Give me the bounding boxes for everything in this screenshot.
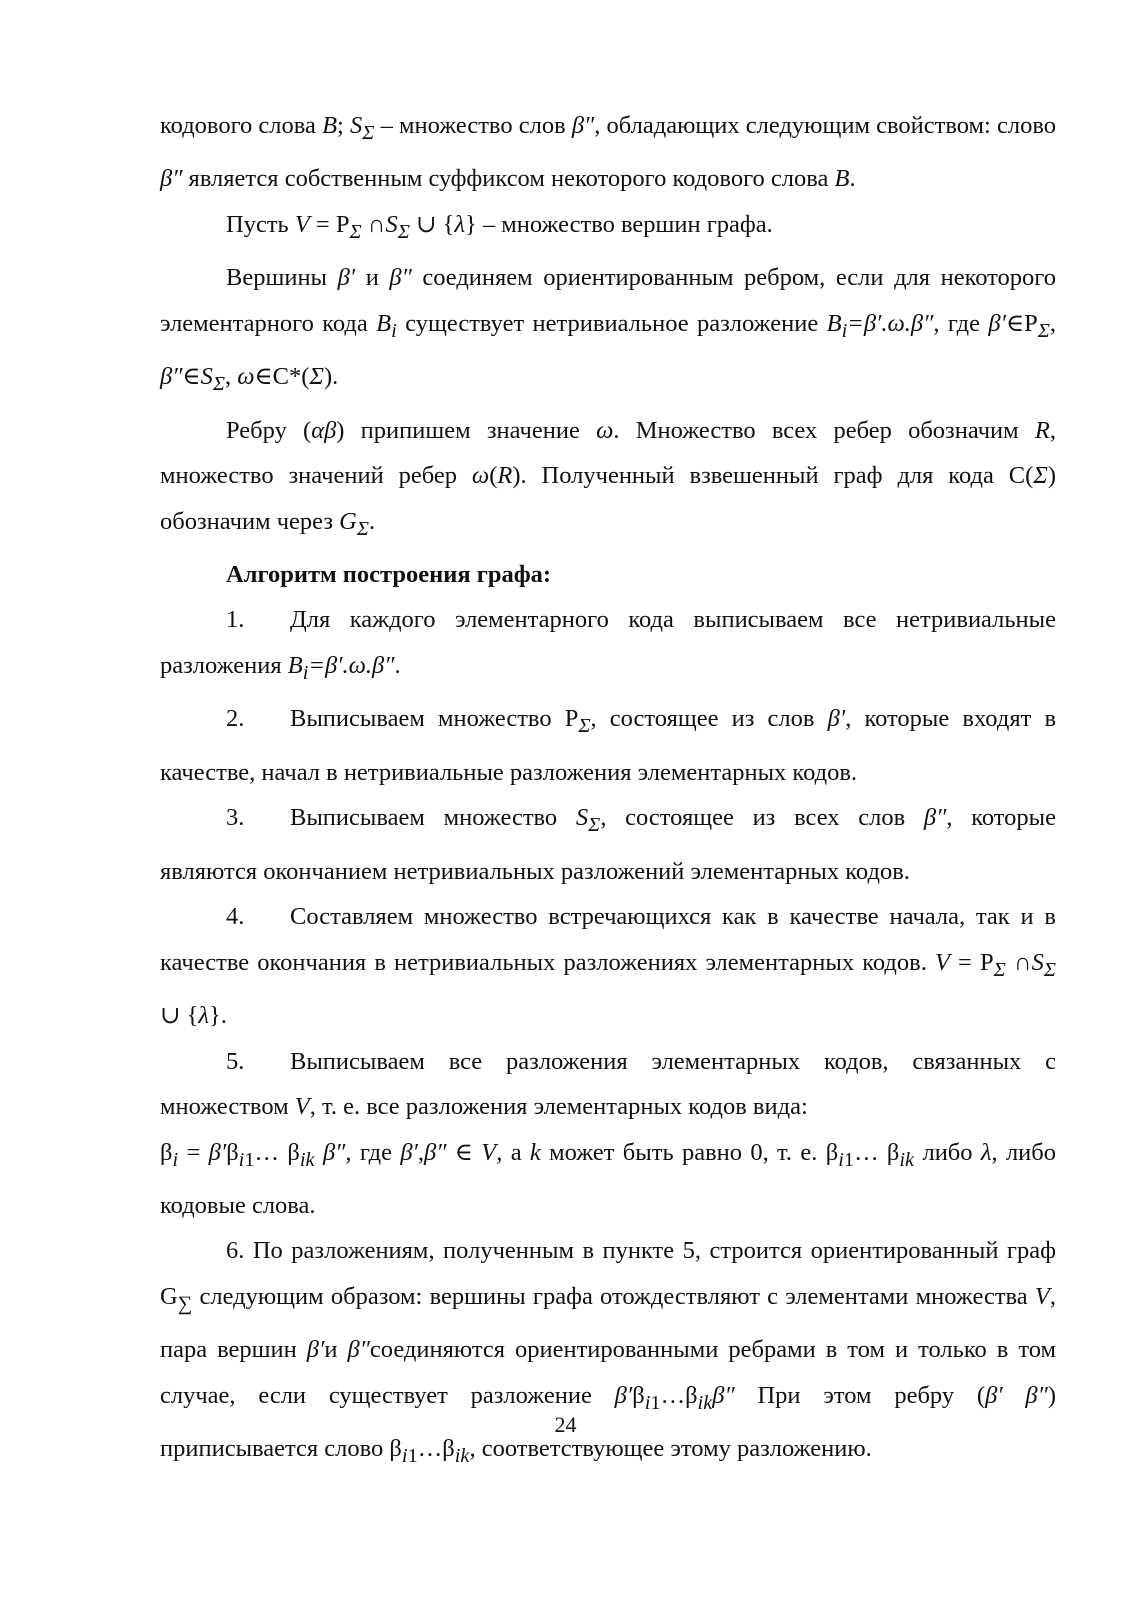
- list-number: 5.: [226, 1047, 245, 1075]
- list-item: 4. Составляем множество встречающихся как в качестве начала, так и в качестве окончания в нетривиальных разложениях элементарных кодов. $V = P_\Sigma$ $\cap S_\Sigma$ ∪ {λ}.: [160, 894, 1056, 1038]
- page-body: [160, 103, 1056, 1480]
- paragraph: 6. По разложениям, полученным в пункте 5, строится ориентированный граф $G_\sum$ следующим образом: вершины графа отождествляют с элементами множества V, пара вершин β′и β″соединяются ориентированными ребрами в том и только в том случае, если существует разложение $\beta'\beta_{i1}\dots\beta_{ik}\beta''$ При этом ребру (β′ β″) приписывается слово $\beta_{i1}\dots\beta_{ik}$, соответствующее этому разложению.: [160, 1237, 1057, 1468]
- page-number: 24: [554, 1412, 577, 1437]
- list-item: 2. Выписываем множество $P_\Sigma$, состоящее из слов β′, которые входят в качестве, начал в нетривиальные разложения элементарных кодов.: [160, 696, 1056, 795]
- list-item: 5. Выписываем все разложения элементарных кодов, связанных с множеством V, т. е. все разложения элементарных кодов вида:: [160, 1039, 1056, 1130]
- paragraph: кодового слова B; $S_\Sigma$ – множество слов β″, обладающих следующим свойством: слово β″ является собственным суффиксом некоторого кодового слова B.: [160, 112, 1057, 193]
- formula-line: $\beta_i$ = $\beta'\beta_{i1}\dots$ $\beta_{ik}$ β″, где β′,β″ ∈ V, а k может быть равно 0, т. е. $\beta_{i1}\dots$ $\beta_{ik}$ либо λ, либо кодовые слова.: [160, 1138, 1057, 1219]
- list-number: 2.: [226, 705, 245, 733]
- list-item: 3. Выписываем множество $S_\Sigma$, состоящее из всех слов β″, которые являются окончанием нетривиальных разложений элементарных кодов.: [160, 795, 1056, 894]
- section-heading: Алгоритм построения графа:: [226, 560, 552, 588]
- list-number: 3.: [226, 804, 245, 832]
- paragraph: Вершины β′ и β″ соединяем ориентированным ребром, если для некоторого элементарного кода $B_i$ существует нетривиальное разложение $B_i=\beta'.\omega.\beta''$, где $\beta'\in P_\Sigma$, $\beta''\in S_\Sigma$, ω∈C*(Σ).: [160, 264, 1057, 396]
- list-item: 1. Для каждого элементарного кода выписываем все нетривиальные разложения $B_i=\beta'.\omega.\beta''$.: [160, 597, 1056, 696]
- paragraph: Ребру (αβ) припишем значение ω. Множество всех ребер обозначим R, множество значений ребер ω(R). Полученный взвешенный граф для кода C(Σ) обозначим через $G_\Sigma$.: [160, 416, 1056, 540]
- list-number: 4.: [226, 903, 245, 931]
- paragraph: Пусть $V = P_\Sigma$ $\cap S_\Sigma$ ∪ {λ} – множество вершин графа.: [226, 210, 773, 243]
- list-number: 1.: [226, 606, 245, 634]
